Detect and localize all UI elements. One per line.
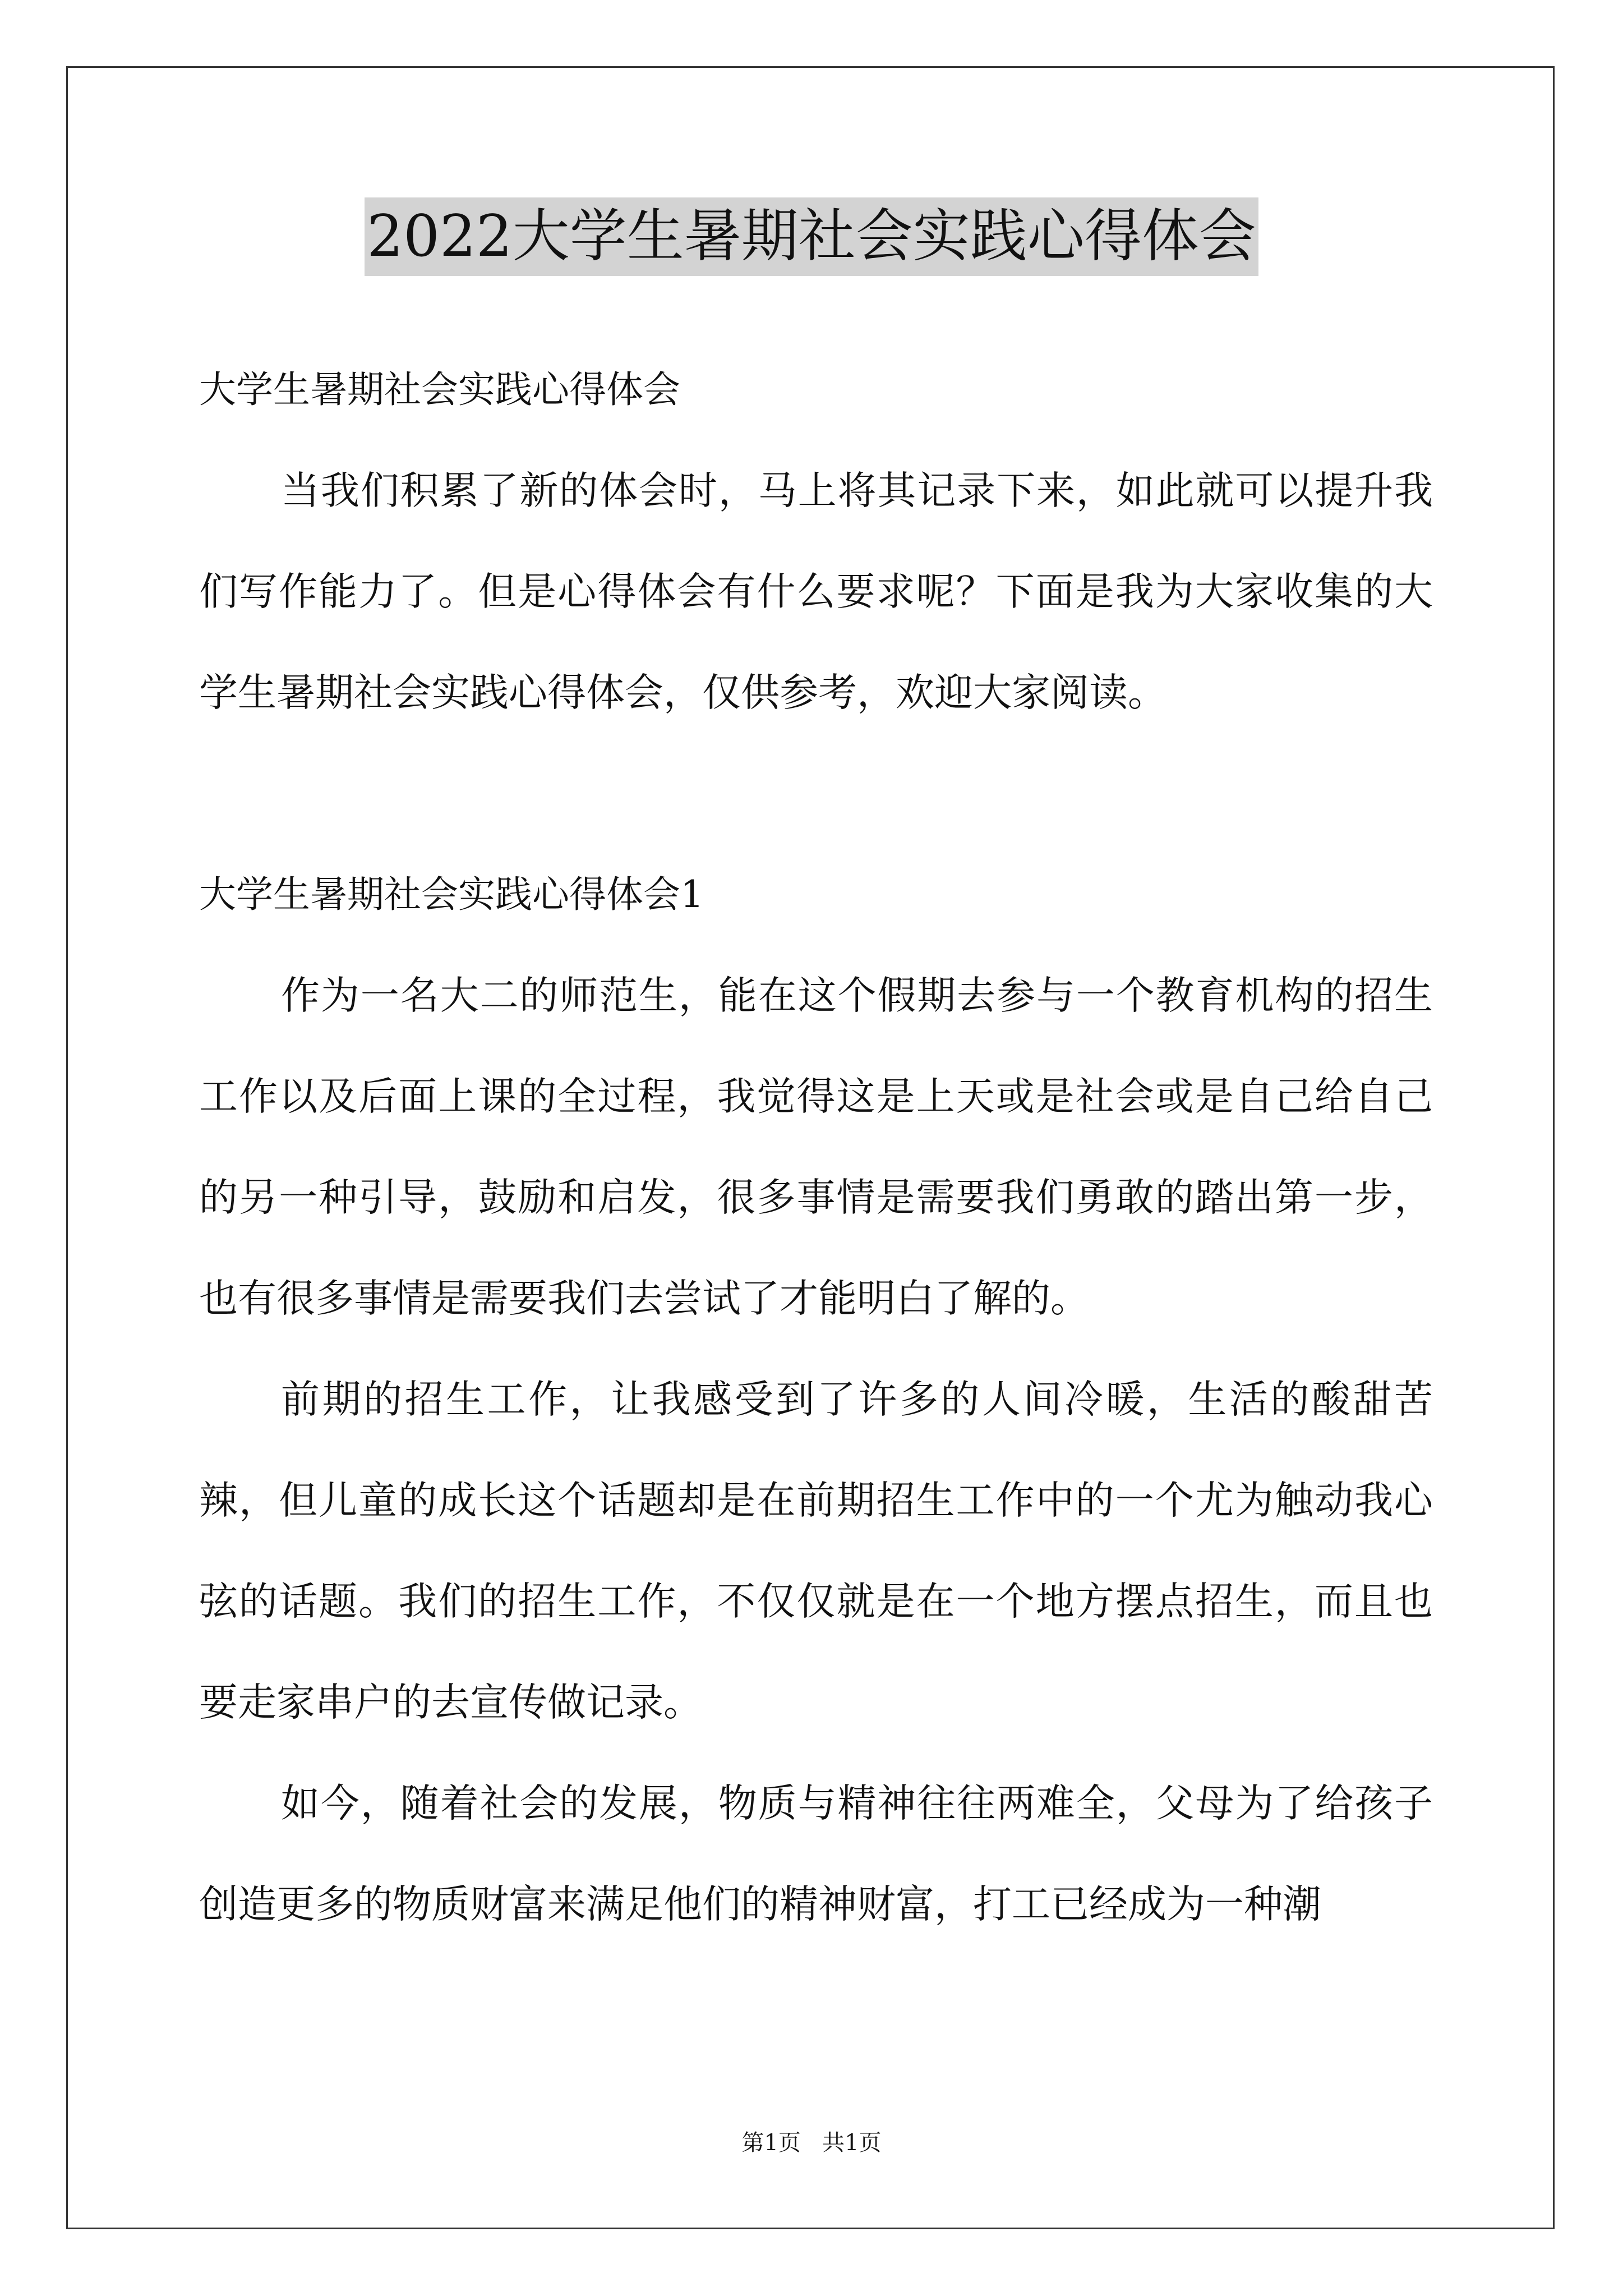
body-paragraph-2: 前期的招生工作，让我感受到了许多的人间冷暖，生活的酸甜苦辣，但儿童的成长这个话题却是在前期招生工作中的一个尤为触动我心弦的话题。我们的招生工作，不仅仅就是在一个地方摆点招生，而且也要走家串户的去宣传做记录。 (199, 1377, 1433, 1725)
intro-paragraph: 当我们积累了新的体会时，马上将其记录下来，如此就可以提升我们写作能力了。但是心得体会有什么要求呢？下面是我为大家收集的大学生暑期社会实践心得体会，仅供参考，欢迎大家阅读。 (199, 468, 1433, 715)
title-container (0, 197, 1623, 276)
page-footer: 第1页 共1页 (741, 2130, 882, 2156)
document-title: 2022大学生暑期社会实践心得体会 (365, 197, 1258, 276)
section-spacer (199, 743, 1433, 844)
document-body (199, 339, 1433, 1955)
body-paragraph-1: 作为一名大二的师范生，能在这个假期去参与一个教育机构的招生工作以及后面上课的全过程，我觉得这是上天或是社会或是自己给自己的另一种引导，鼓励和启发，很多事情是需要我们勇敢的踏出第一步，也有很多事情是需要我们去尝试了才能明白了解的。 (199, 973, 1433, 1321)
body-paragraph-3: 如今，随着社会的发展，物质与精神往往两难全，父母为了给孩子创造更多的物质财富来满足他们的精神财富，打工已经成为一种潮 (199, 1781, 1433, 1927)
document-subtitle: 大学生暑期社会实践心得体会 (199, 368, 680, 411)
section-heading: 大学生暑期社会实践心得体会1 (199, 873, 704, 916)
